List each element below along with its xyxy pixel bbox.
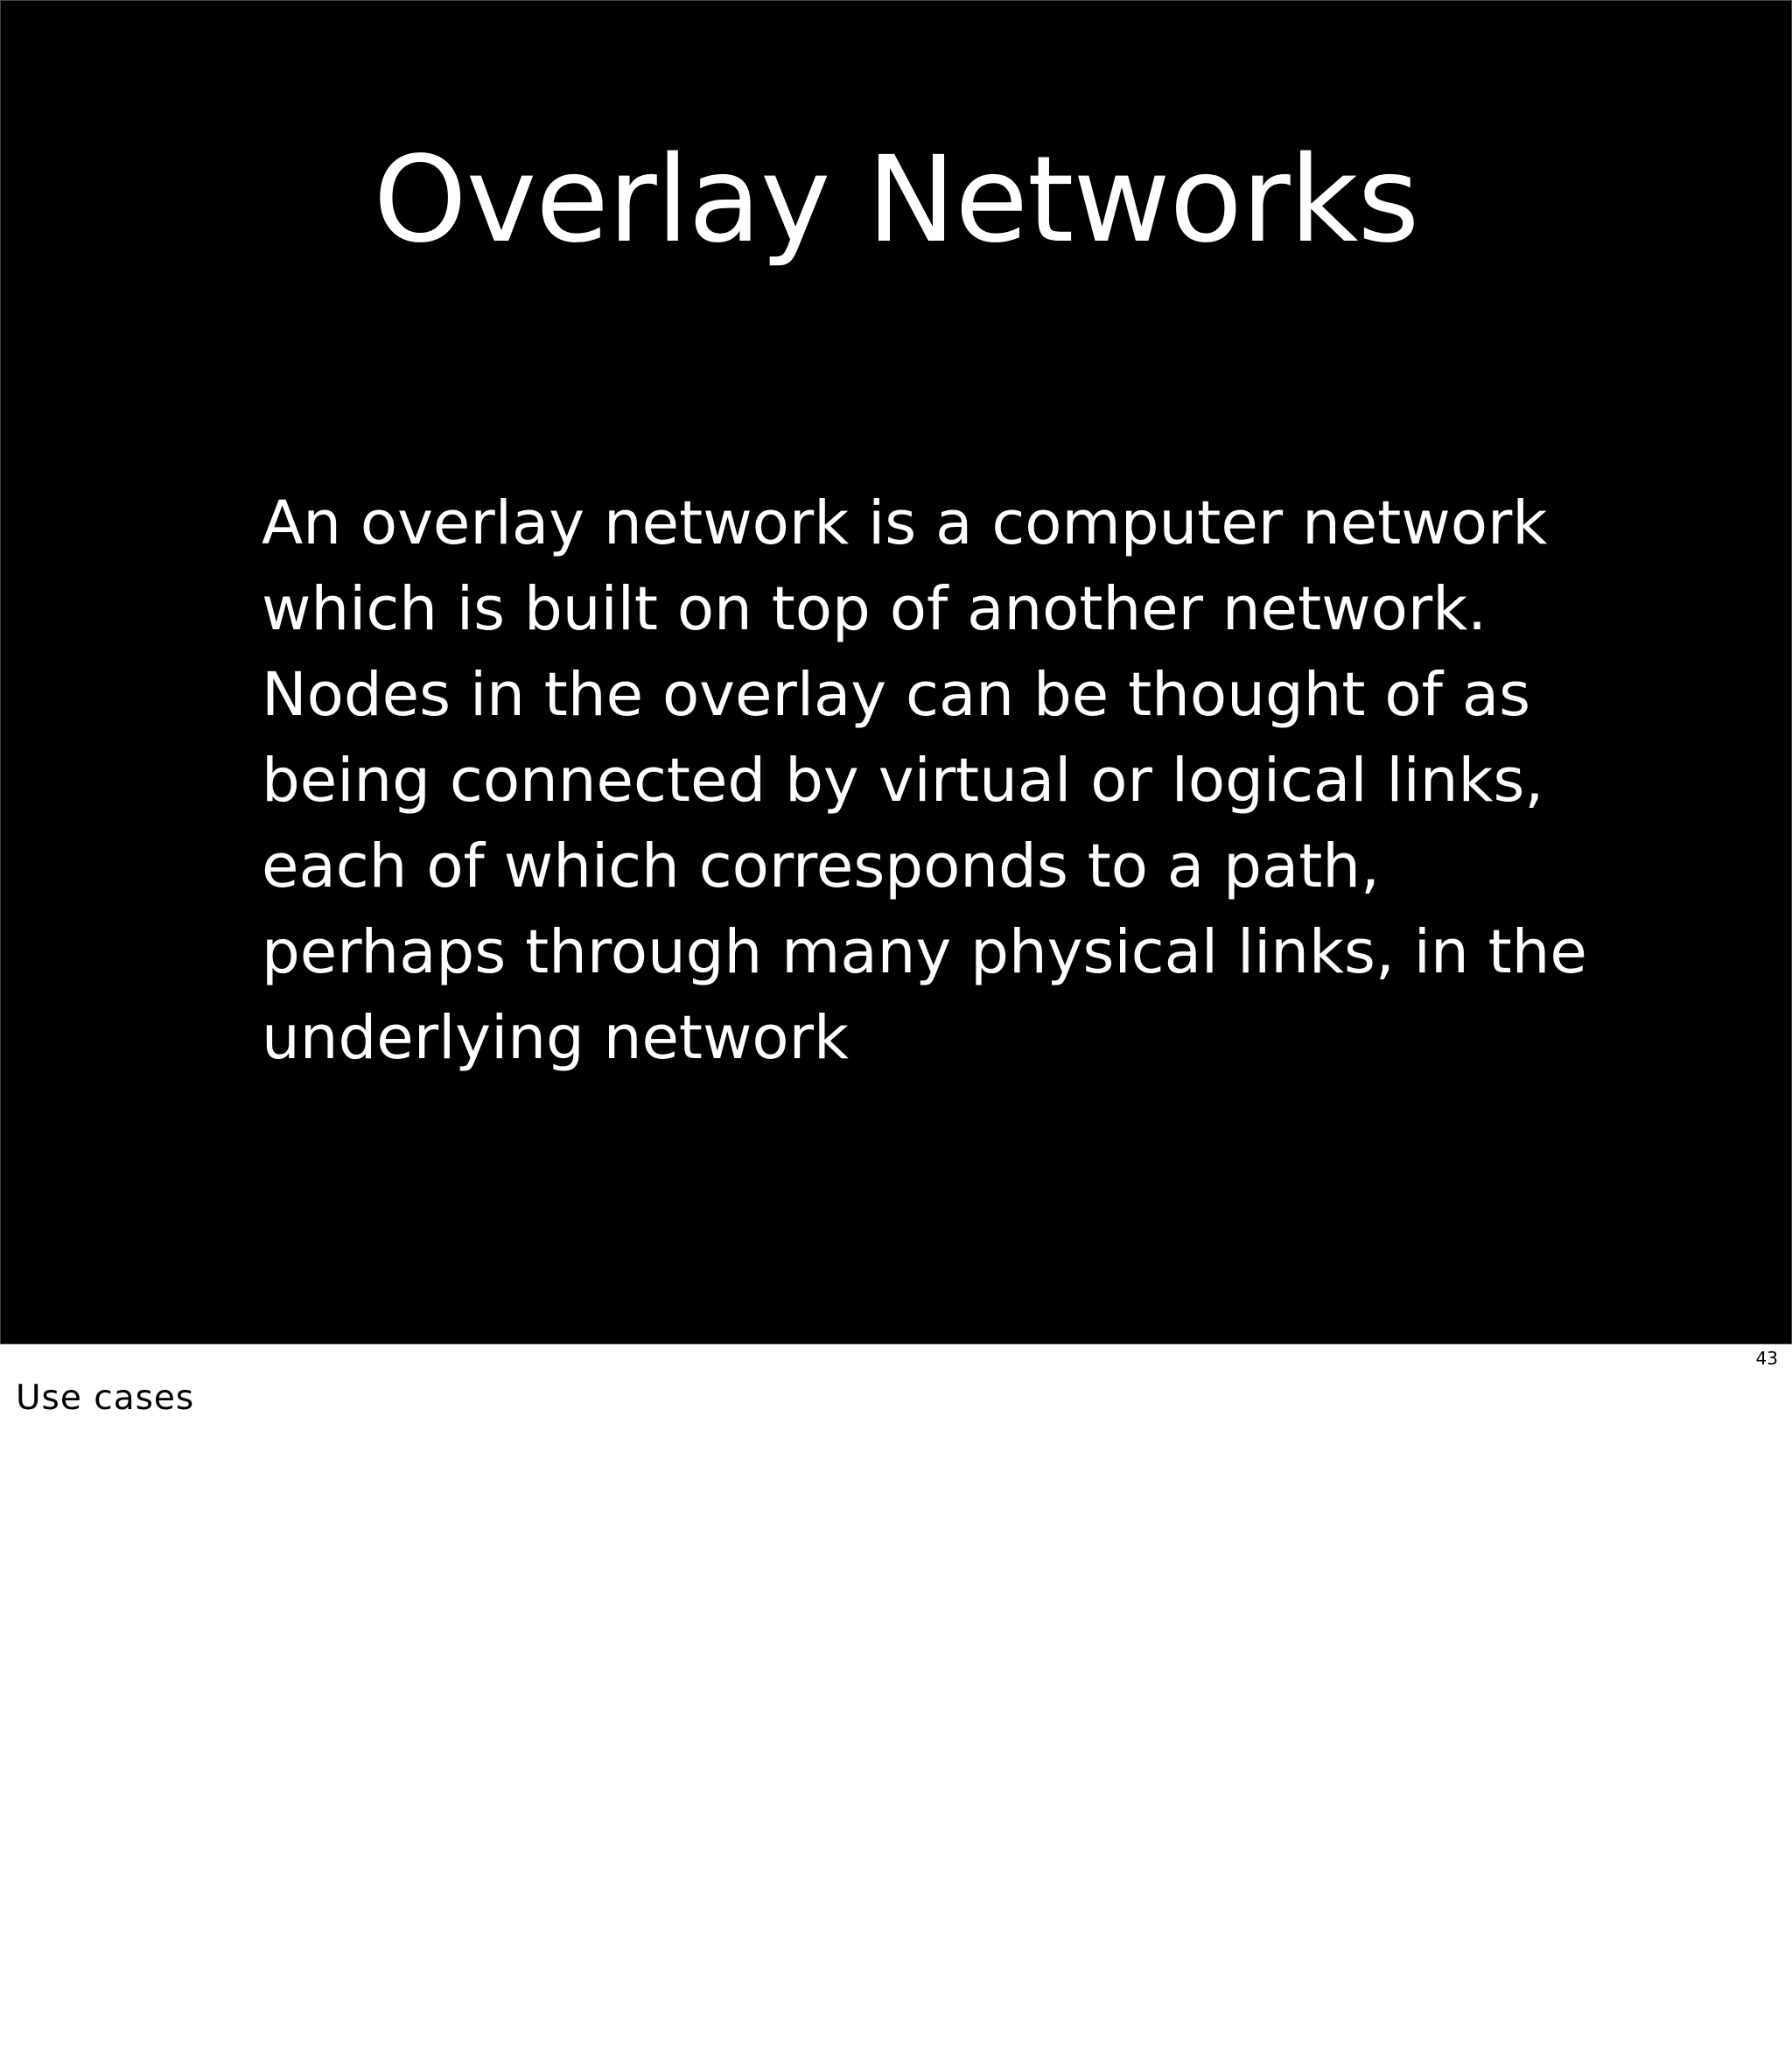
slide-body-line: underlying network — [262, 1003, 849, 1073]
slide-body — [262, 480, 1592, 1081]
slide-body-line: Nodes in the overlay can be thought of as — [262, 660, 1531, 730]
page-number: 43 — [1755, 1348, 1778, 1369]
slide-body-line: each of which corresponds to a path, — [262, 831, 1380, 901]
speaker-notes: Use cases — [16, 1378, 195, 1418]
slide-body-line: An overlay network is a computer network — [262, 488, 1548, 558]
slide-body-line: which is built on top of another network. — [262, 574, 1488, 644]
slide-body-line: perhaps through many physical links, in the — [262, 917, 1587, 987]
slide-body-line: being connected by virtual or logical links, — [262, 746, 1544, 816]
slide-title: Overlay Networks — [373, 131, 1419, 270]
